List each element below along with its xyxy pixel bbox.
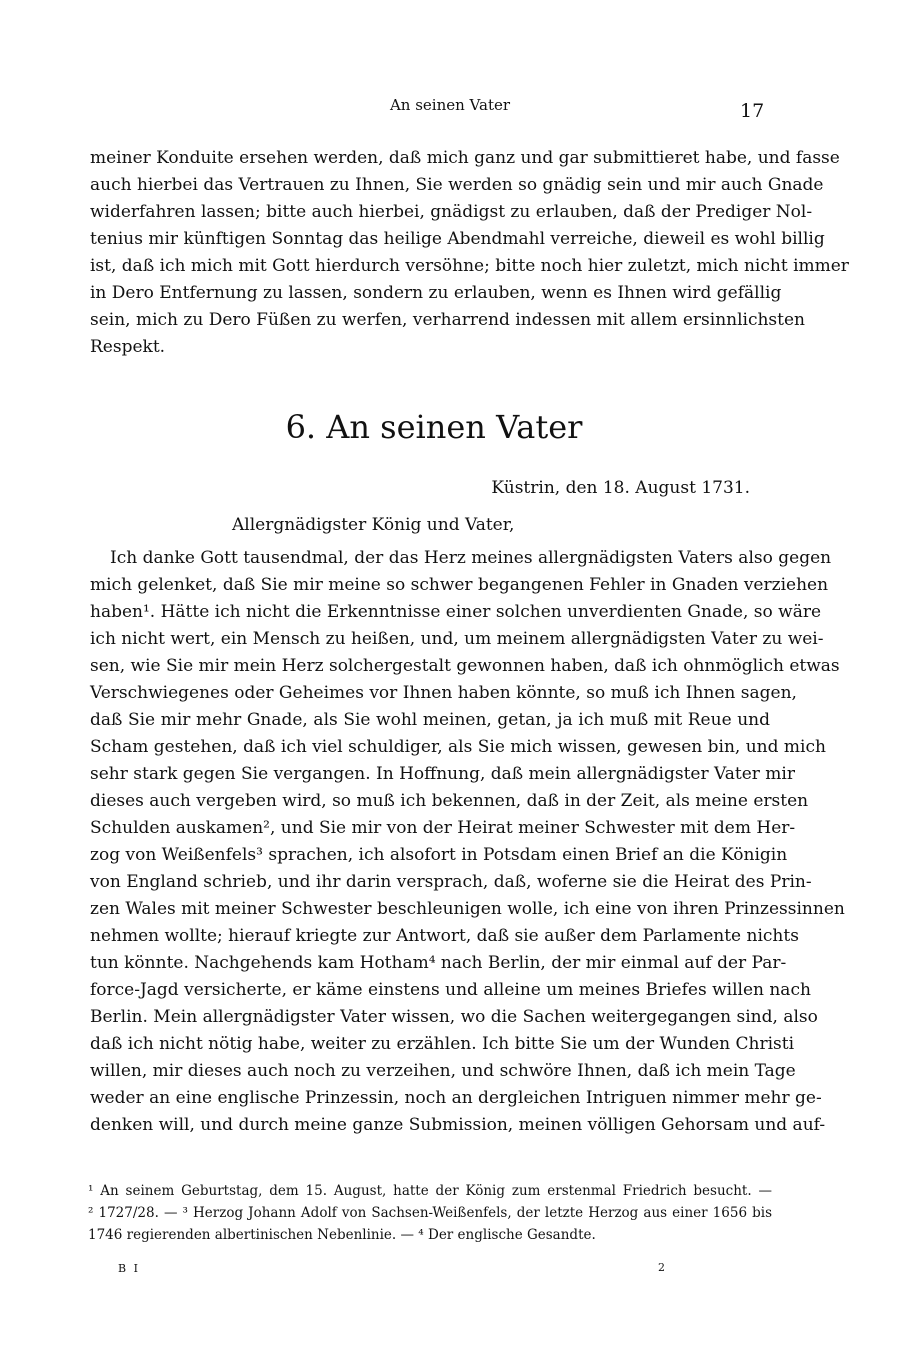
text-line: sehr stark gegen Sie vergangen. In Hoffnung, daß mein allergnädigster Vater mir (90, 764, 795, 784)
text-line: sen, wie Sie mir mein Herz solchergestalt gewonnen haben, daß ich ohnmöglich etwas (90, 656, 840, 676)
text-line: zen Wales mit meiner Schwester beschleunigen wolle, ich eine von ihren Prinzessinnen (90, 899, 845, 919)
text-line: ich nicht wert, ein Mensch zu heißen, und, um meinem allergnädigsten Vater zu wei- (90, 629, 824, 649)
continued-paragraph (90, 145, 849, 361)
letter-heading: 6. An seinen Vater (285, 408, 583, 446)
running-title: An seinen Vater (389, 96, 511, 114)
text-line: mich gelenket, daß Sie mir meine so schwer begangenen Fehler in Gnaden verziehen (90, 575, 829, 595)
text-line: force-Jagd versicherte, er käme einstens und alleine um meines Briefes willen nach (90, 980, 811, 1000)
text-line: daß Sie mir mehr Gnade, als Sie wohl meinen, getan, ja ich muß mit Reue und (90, 710, 770, 730)
place-date-line: Küstrin, den 18. August 1731. (491, 478, 750, 498)
text-line: dieses auch vergeben wird, so muß ich bekennen, daß in der Zeit, als meine ersten (90, 791, 809, 811)
text-line: ist, daß ich mich mit Gott hierdurch versöhne; bitte noch hier zuletzt, mich nicht immer (90, 256, 849, 276)
letter-body (90, 545, 845, 1139)
footnotes (88, 1180, 772, 1246)
text-line: weder an eine englische Prinzessin, noch an dergleichen Intriguen nimmer mehr ge- (90, 1088, 822, 1108)
text-line: widerfahren lassen; bitte auch hierbei, gnädigst zu erlauben, daß der Prediger Nol- (90, 202, 813, 222)
footnote-line: ² 1727/28. — ³ Herzog Johann Adolf von Sachsen-Weißenfels, der letzte Herzog aus einer 1656 bis (88, 1205, 772, 1221)
printer-signature: B I (118, 1262, 140, 1275)
text-line: denken will, und durch meine ganze Submission, meinen völligen Gehorsam und auf- (90, 1115, 826, 1135)
text-line: tun könnte. Nachgehends kam Hotham⁴ nach Berlin, der mir einmal auf der Par- (90, 953, 787, 973)
footnote-line: 1746 regierenden albertinischen Nebenlinie. — ⁴ Der englische Gesandte. (88, 1227, 596, 1243)
text-line: zog von Weißenfels³ sprachen, ich alsofort in Potsdam einen Brief an die Königin (90, 845, 788, 865)
text-line: haben¹. Hätte ich nicht die Erkenntnisse einer solchen unverdienten Gnade, so wäre (90, 602, 822, 622)
text-line: auch hierbei das Vertrauen zu Ihnen, Sie werden so gnädig sein und mir auch Gnade (90, 175, 824, 195)
text-line: tenius mir künftigen Sonntag das heilige Abendmahl verreiche, dieweil es wohl billig (90, 229, 825, 249)
text-line: Scham gestehen, daß ich viel schuldiger, als Sie mich wissen, gewesen bin, und mich (90, 737, 826, 757)
text-line: Berlin. Mein allergnädigster Vater wissen, wo die Sachen weitergegangen sind, also (90, 1007, 818, 1027)
text-line: willen, mir dieses auch noch zu verzeihen, und schwöre Ihnen, daß ich mein Tage (90, 1061, 796, 1081)
sheet-number: 2 (658, 1261, 665, 1274)
text-line: daß ich nicht nötig habe, weiter zu erzählen. Ich bitte Sie um der Wunden Christi (90, 1034, 795, 1054)
text-line: Respekt. (90, 337, 166, 357)
text-line: meiner Konduite ersehen werden, daß mich ganz und gar submittieret habe, und fasse (90, 148, 840, 168)
text-line: Verschwiegenes oder Geheimes vor Ihnen haben könnte, so muß ich Ihnen sagen, (90, 683, 797, 703)
text-line: nehmen wollte; hierauf kriegte zur Antwort, daß sie außer dem Parlamente nichts (90, 926, 799, 946)
text-line: von England schrieb, und ihr darin versprach, daß, woferne sie die Heirat des Prin- (90, 872, 812, 892)
footnote-line: ¹ An seinem Geburtstag, dem 15. August, hatte der König zum erstenmal Friedrich besucht. — (88, 1183, 772, 1199)
page-number: 17 (740, 100, 765, 122)
text-line: sein, mich zu Dero Füßen zu werfen, verharrend indessen mit allem ersinnlichsten (90, 310, 805, 330)
text-line: in Dero Entfernung zu lassen, sondern zu erlauben, wenn es Ihnen wird gefällig (90, 283, 782, 303)
text-line: Schulden auskamen², und Sie mir von der Heirat meiner Schwester mit dem Her- (90, 818, 796, 838)
text-line: Ich danke Gott tausendmal, der das Herz meines allergnädigsten Vaters also gegen (110, 548, 832, 568)
salutation: Allergnädigster König und Vater, (232, 515, 515, 535)
